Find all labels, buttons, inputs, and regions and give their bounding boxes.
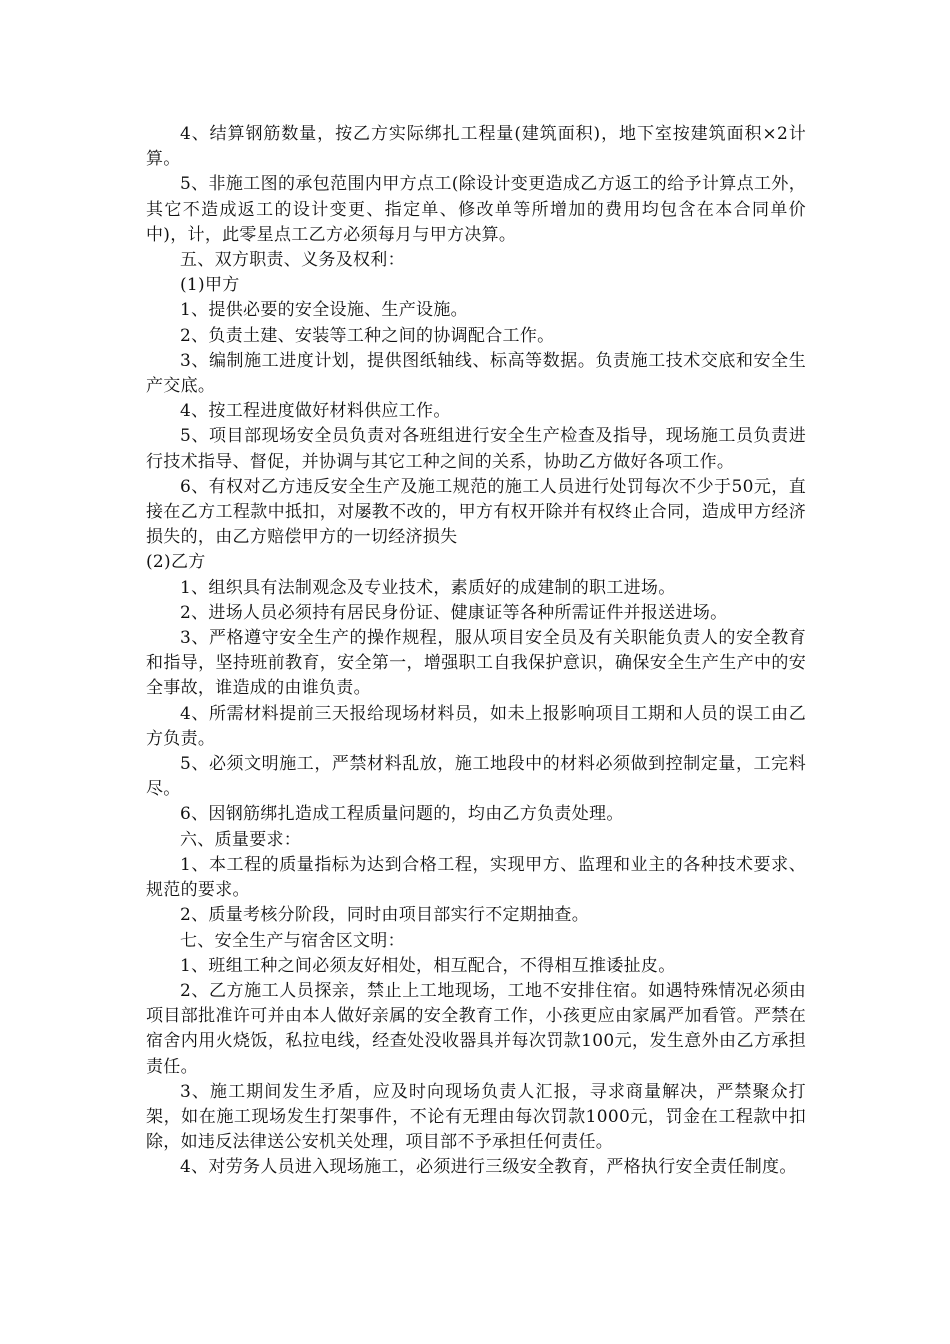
party-b-item-6: 6、因钢筋绑扎造成工程质量问题的，均由乙方负责处理。 (180, 804, 624, 825)
quality-item-1: 1、本工程的质量指标为达到合格工程，实现甲方、监理和业主的各种技术要求、规范的要求。 (146, 854, 806, 901)
quality-item-2: 2、质量考核分阶段，同时由项目部实行不定期抽查。 (180, 905, 590, 926)
party-b-item-1: 1、组织具有法制观念及专业技术，素质好的成建制的职工进场。 (180, 577, 676, 598)
section-heading-duties: 五、双方职责、义务及权利： (180, 250, 405, 271)
clause-settlement-rebar: 4、结算钢筋数量，按乙方实际绑扎工程量(建筑面积)，地下室按建筑面积×2计算。 (146, 124, 806, 170)
party-a-item-1: 1、提供必要的安全设施、生产设施。 (180, 300, 468, 321)
party-a-item-3: 3、编制施工进度计划，提供图纸轴线、标高等数据。负责施工技术交底和安全生产交底。 (146, 350, 806, 397)
safety-item-1: 1、班组工种之间必须友好相处，相互配合，不得相互推诿扯皮。 (180, 955, 676, 976)
party-b-item-4: 4、所需材料提前三天报给现场材料员，如未上报影响项目工期和人员的误工由乙方负责。 (146, 703, 806, 749)
party-b-item-2: 2、进场人员必须持有居民身份证、健康证等各种所需证件并报送进场。 (180, 602, 728, 623)
safety-item-2: 2、乙方施工人员探亲，禁止上工地现场，工地不安排住宿。如遇特殊情况必须由项目部批准许可并由本人做好亲属的安全教育工作，小孩更应由家属严加看管。严禁在宿舍内用火烧饭，私拉电线，经查处没收器具并每次罚款100元，发生意外由乙方承担责任。 (146, 980, 806, 1077)
safety-item-3: 3、施工期间发生矛盾，应及时向现场负责人汇报，寻求商量解决，严禁聚众打架，如在施工现场发生打架事件，不论有无理由每次罚款1000元，罚金在工程款中扣除，如违反法律送公安机关处理，项目部不予承担任何责任。 (146, 1081, 806, 1153)
clause-extra-labor: 5、非施工图的承包范围内甲方点工(除设计变更造成乙方返工的给予计算点工外，其它不造成返工的设计变更、指定单、修改单等所增加的费用均包含在本合同单价中)，计，此零星点工乙方必须每月与甲方决算。 (146, 174, 806, 245)
party-a-item-6: 6、有权对乙方违反安全生产及施工规范的施工人员进行处罚每次不少于50元，直接在乙方工程款中抵扣，对屡教不改的，甲方有权开除并有权终止合同，造成甲方经济损失的，由乙方赔偿甲方的一切经济损失 (146, 476, 806, 548)
section-heading-safety: 七、安全生产与宿舍区文明： (180, 930, 405, 951)
party-b-heading: (2)乙方 (146, 552, 206, 573)
section-heading-quality: 六、质量要求： (180, 829, 302, 850)
party-a-item-4: 4、按工程进度做好材料供应工作。 (180, 401, 451, 422)
party-b-item-5: 5、必须文明施工，严禁材料乱放，施工地段中的材料必须做到控制定量，工完料尽。 (146, 754, 806, 800)
document-page (146, 122, 806, 1181)
safety-item-4: 4、对劳务人员进入现场施工，必须进行三级安全教育，严格执行安全责任制度。 (180, 1157, 797, 1178)
party-a-heading: (1)甲方 (180, 275, 240, 296)
party-b-item-3: 3、严格遵守安全生产的操作规程，服从项目安全员及有关职能负责人的安全教育和指导，坚持班前教育，安全第一，增强职工自我保护意识，确保安全生产生产中的安全事故，谁造成的由谁负责。 (146, 628, 806, 699)
party-a-item-5: 5、项目部现场安全员负责对各班组进行安全生产检查及指导，现场施工员负责进行技术指导、督促，并协调与其它工种之间的关系，协助乙方做好各项工作。 (146, 426, 806, 472)
party-a-item-2: 2、负责土建、安装等工种之间的协调配合工作。 (180, 325, 555, 346)
